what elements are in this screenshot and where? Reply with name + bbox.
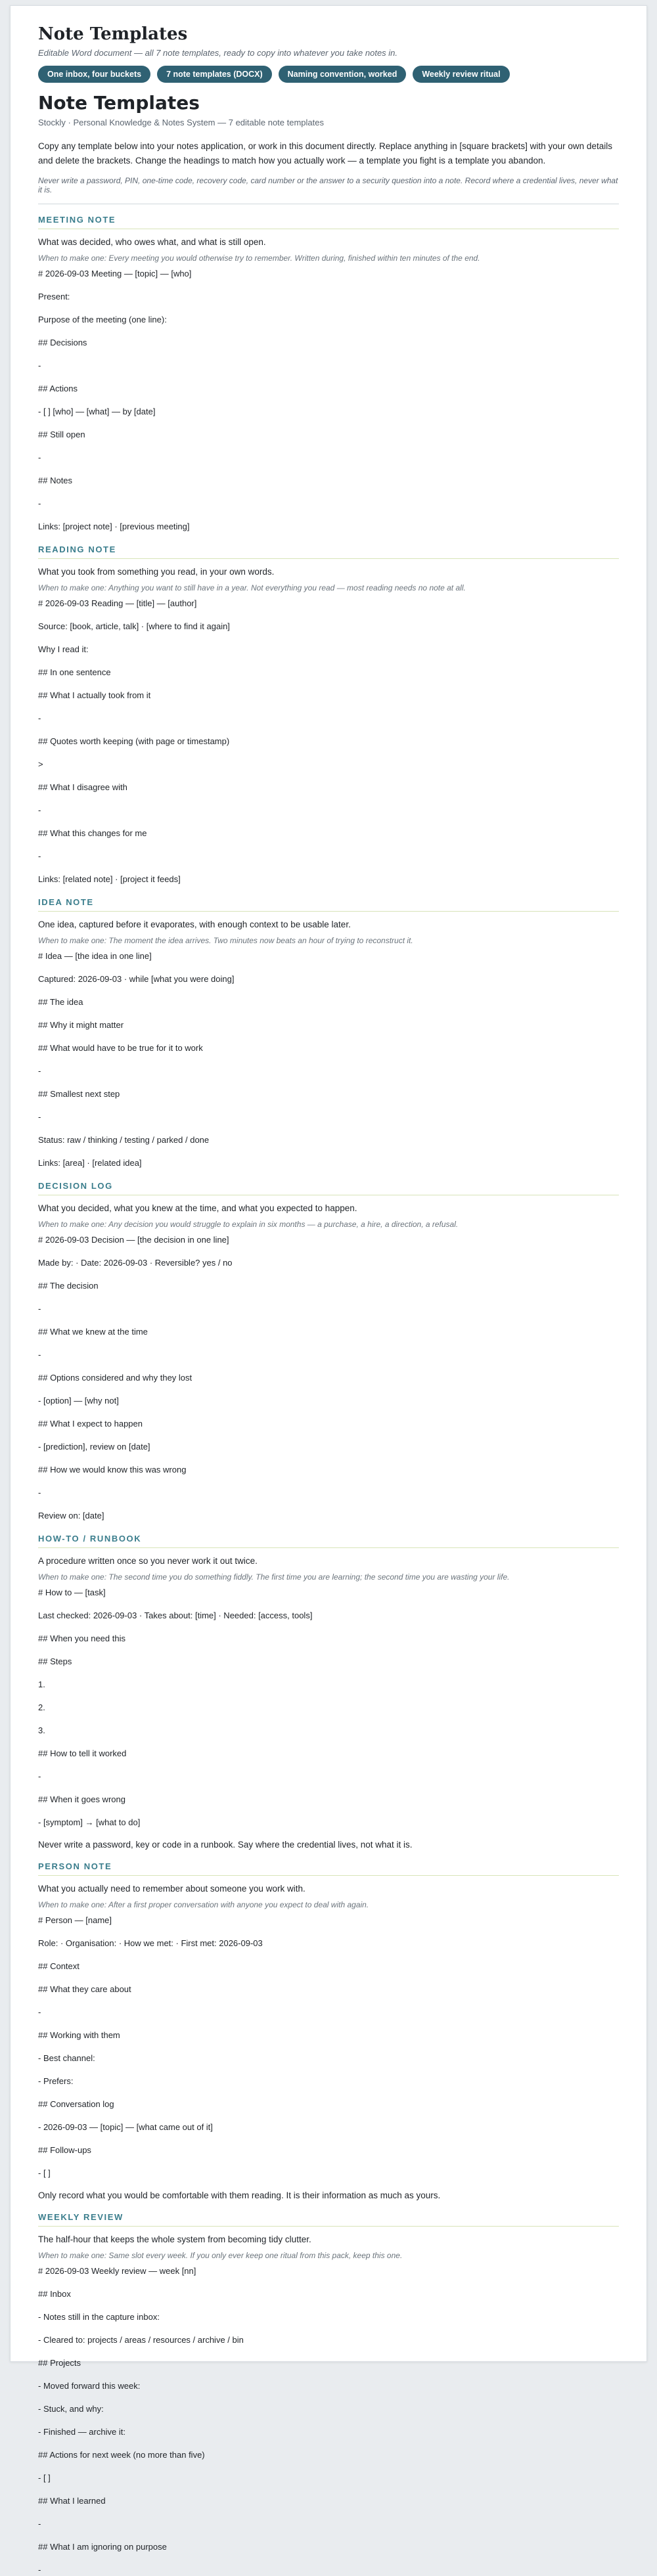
template-line[interactable]: - Moved forward this week: — [38, 2381, 141, 2391]
template-sections — [38, 215, 619, 2576]
template-line[interactable]: ## The idea — [38, 997, 83, 1007]
template-line[interactable]: # Idea — [the idea in one line] — [38, 951, 152, 961]
template-line[interactable]: - — [38, 499, 41, 508]
template-line[interactable]: ## What I actually took from it — [38, 690, 151, 700]
template-line[interactable]: Source: [book, article, talk] · [where to find it again] — [38, 621, 230, 631]
template-line[interactable]: - — [38, 1771, 41, 1781]
template-line[interactable]: ## What they care about — [38, 1984, 131, 1994]
section-description: What you took from something you read, in your own words. — [38, 567, 275, 577]
template-line[interactable]: Last checked: 2026-09-03 · Takes about: [time] · Needed: [access, tools] — [38, 1610, 313, 1620]
template-line[interactable]: ## In one sentence — [38, 667, 111, 677]
template-section — [38, 215, 619, 533]
template-line[interactable]: - Notes still in the capture inbox: — [38, 2312, 160, 2322]
template-line[interactable]: ## Actions for next week (no more than five) — [38, 2450, 205, 2460]
template-line[interactable]: - — [38, 1488, 41, 1498]
template-line[interactable]: # How to — [task] — [38, 1588, 106, 1597]
section-when-to-use: When to make one: Same slot every week. If you only ever keep one ritual from this pack, keep this one. — [38, 2251, 403, 2260]
section-when-to-use: When to make one: The moment the idea arrives. Two minutes now beats an hour of trying to reconstruct it. — [38, 936, 413, 945]
template-line[interactable]: ## Still open — [38, 430, 85, 439]
template-section — [38, 544, 619, 885]
template-line[interactable]: ## The decision — [38, 1281, 99, 1291]
template-line[interactable]: - — [38, 1066, 41, 1076]
document-meta: Stockly · Personal Knowledge & Notes System — 7 editable note templates — [38, 118, 324, 127]
template-line[interactable]: ## What I learned — [38, 2496, 106, 2506]
template-line[interactable]: - — [38, 453, 41, 462]
template-line[interactable]: ## What I disagree with — [38, 782, 127, 792]
template-line[interactable]: ## Projects — [38, 2358, 81, 2368]
template-line[interactable]: Links: [area] · [related idea] — [38, 1158, 142, 1168]
section-when-to-use: When to make one: Anything you want to still have in a year. Not everything you read — most reading needs no note at all. — [38, 583, 466, 592]
template-line[interactable]: - [symptom] → [what to do] — [38, 1817, 141, 1827]
template-line[interactable]: Links: [project note] · [previous meeting] — [38, 522, 190, 531]
template-line[interactable]: # Person — [name] — [38, 1915, 112, 1925]
template-line[interactable]: - Cleared to: projects / areas / resources / archive / bin — [38, 2335, 244, 2345]
section-description: The half-hour that keeps the whole system from becoming tidy clutter. — [38, 2234, 311, 2244]
template-line[interactable]: - [option] — [why not] — [38, 1396, 119, 1406]
page-title: Note Templates — [38, 24, 188, 44]
template-line[interactable]: # 2026-09-03 Reading — [title] — [author] — [38, 598, 197, 608]
section-description: One idea, captured before it evaporates, with enough context to be usable later. — [38, 920, 351, 929]
section-description: A procedure written once so you never work it out twice. — [38, 1556, 258, 1566]
template-line[interactable]: - — [38, 361, 41, 370]
template-line[interactable]: Present: — [38, 292, 70, 301]
section-heading: PERSON NOTE — [38, 1861, 619, 1876]
template-line[interactable]: ## Working with them — [38, 2030, 120, 2040]
template-line[interactable]: - [ ] — [38, 2473, 51, 2483]
template-line[interactable]: ## Context — [38, 1961, 79, 1971]
feature-pill[interactable]: 7 note templates (DOCX) — [157, 66, 272, 83]
template-line[interactable]: - — [38, 1304, 41, 1314]
template-line[interactable]: - — [38, 2007, 41, 2017]
template-line[interactable]: ## What I expect to happen — [38, 1419, 143, 1429]
template-line[interactable]: ## Follow-ups — [38, 2145, 91, 2155]
document-page — [10, 5, 647, 2575]
section-when-to-use: When to make one: After a first proper conversation with anyone you expect to deal with again. — [38, 1900, 369, 1909]
section-description: What you decided, what you knew at the time, and what you expected to happen. — [38, 1203, 357, 1213]
template-line[interactable]: Links: [related note] · [project it feeds] — [38, 874, 181, 884]
template-line[interactable]: > — [38, 759, 43, 769]
template-line[interactable]: - Finished — archive it: — [38, 2427, 125, 2437]
template-line[interactable]: - 2026-09-03 — [topic] — [what came out of it] — [38, 2122, 213, 2132]
template-line[interactable]: ## Options considered and why they lost — [38, 1373, 193, 1383]
section-heading: IDEA NOTE — [38, 897, 619, 912]
template-line[interactable]: 2. — [38, 1702, 45, 1712]
template-line[interactable]: ## Notes — [38, 476, 73, 485]
template-line[interactable]: # 2026-09-03 Weekly review — week [nn] — [38, 2266, 196, 2276]
section-heading: HOW-TO / RUNBOOK — [38, 1534, 619, 1548]
template-section — [38, 2212, 619, 2576]
section-heading: WEEKLY REVIEW — [38, 2212, 619, 2227]
section-heading: READING NOTE — [38, 544, 619, 559]
template-line[interactable]: - [ ] [who] — [what] — by [date] — [38, 407, 156, 416]
template-line[interactable]: ## Quotes worth keeping (with page or timestamp) — [38, 736, 230, 746]
template-line[interactable]: - — [38, 1112, 41, 1122]
template-line[interactable]: - Stuck, and why: — [38, 2404, 104, 2414]
template-line[interactable]: ## What we knew at the time — [38, 1327, 148, 1337]
section-description: What was decided, who owes what, and what is still open. — [38, 237, 266, 247]
template-line[interactable]: 3. — [38, 1725, 45, 1735]
template-line[interactable]: ## Why it might matter — [38, 1020, 124, 1030]
feature-pill[interactable]: One inbox, four buckets — [38, 66, 150, 83]
document-title: Note Templates — [38, 92, 200, 114]
template-line[interactable]: - — [38, 1350, 41, 1360]
feature-pill[interactable]: Naming convention, worked — [279, 66, 407, 83]
feature-pill[interactable]: Weekly review ritual — [413, 66, 509, 83]
section-when-to-use: When to make one: Any decision you would struggle to explain in six months — a purchase, a hire, a direction, a refusal. — [38, 1220, 459, 1229]
template-line[interactable]: Review on: [date] — [38, 1511, 104, 1521]
template-line[interactable]: ## Smallest next step — [38, 1089, 120, 1099]
section-when-to-use: When to make one: The second time you do something fiddly. The first time you are learning; the second time you are wasting your life. — [38, 1572, 510, 1582]
document-intro: Copy any template below into your notes application, or work in this document directly. Replace anything in [square brackets] with your own details and delete the brackets. Change the headings to match how you actually work — a template you fight is a template you abandon. — [38, 141, 612, 166]
template-line[interactable]: - — [38, 805, 41, 815]
section-when-to-use: When to make one: Every meeting you would otherwise try to remember. Written during, finished within ten minutes of the end. — [38, 254, 480, 263]
template-section — [38, 1861, 619, 2200]
template-line[interactable]: ## Conversation log — [38, 2099, 114, 2109]
template-line[interactable]: ## When you need this — [38, 1633, 125, 1643]
template-line[interactable]: - Prefers: — [38, 2076, 74, 2086]
template-line[interactable]: ## How to tell it worked — [38, 1748, 127, 1758]
template-line[interactable]: ## Actions — [38, 384, 78, 393]
template-line[interactable]: Purpose of the meeting (one line): — [38, 315, 167, 324]
template-line[interactable]: - — [38, 2519, 41, 2529]
template-line[interactable]: ## Decisions — [38, 338, 87, 347]
page-subtitle: Editable Word document — all 7 note templates, ready to copy into whatever you take notes in. — [38, 48, 398, 58]
template-line[interactable]: ## Inbox — [38, 2289, 71, 2299]
template-line[interactable]: Made by: · Date: 2026-09-03 · Reversible? yes / no — [38, 1258, 233, 1268]
template-line[interactable]: ## What I am ignoring on purpose — [38, 2542, 167, 2552]
section-footnote: Never write a password, key or code in a runbook. Say where the credential lives, not what it is. — [38, 1840, 413, 1850]
template-line[interactable]: ## What would have to be true for it to work — [38, 1043, 203, 1053]
feature-pills — [38, 66, 619, 83]
template-line[interactable]: ## What this changes for me — [38, 828, 147, 838]
template-line[interactable]: - — [38, 713, 41, 723]
template-line[interactable]: ## Steps — [38, 1656, 72, 1666]
section-heading: DECISION LOG — [38, 1181, 619, 1195]
template-line[interactable]: Captured: 2026-09-03 · while [what you were doing] — [38, 974, 235, 984]
credential-warning: Never write a password, PIN, one-time code, recovery code, card number or the answer to a security question into a note. Record where a credential lives, never what it is. — [38, 176, 618, 194]
template-line[interactable]: Why I read it: — [38, 644, 89, 654]
template-line[interactable]: 1. — [38, 1679, 45, 1689]
template-line[interactable]: ## How we would know this was wrong — [38, 1465, 187, 1475]
template-line[interactable]: - [prediction], review on [date] — [38, 1442, 150, 1452]
section-heading: MEETING NOTE — [38, 215, 619, 229]
template-line[interactable]: - Best channel: — [38, 2053, 95, 2063]
template-line[interactable]: # 2026-09-03 Meeting — [topic] — [who] — [38, 269, 192, 278]
section-footnote: Only record what you would be comfortable with them reading. It is their information as much as yours. — [38, 2190, 441, 2200]
template-line[interactable]: # 2026-09-03 Decision — [the decision in one line] — [38, 1235, 229, 1245]
template-line[interactable]: Status: raw / thinking / testing / parked / done — [38, 1135, 210, 1145]
template-section — [38, 897, 619, 1169]
template-section — [38, 1534, 619, 1850]
template-line[interactable]: ## When it goes wrong — [38, 1794, 125, 1804]
template-line[interactable]: - — [38, 2565, 41, 2575]
template-line[interactable]: - — [38, 851, 41, 861]
template-line[interactable]: Role: · Organisation: · How we met: · First met: 2026-09-03 — [38, 1938, 263, 1948]
section-description: What you actually need to remember about someone you work with. — [38, 1884, 306, 1894]
template-section — [38, 1181, 619, 1522]
template-line[interactable]: - [ ] — [38, 2168, 51, 2178]
